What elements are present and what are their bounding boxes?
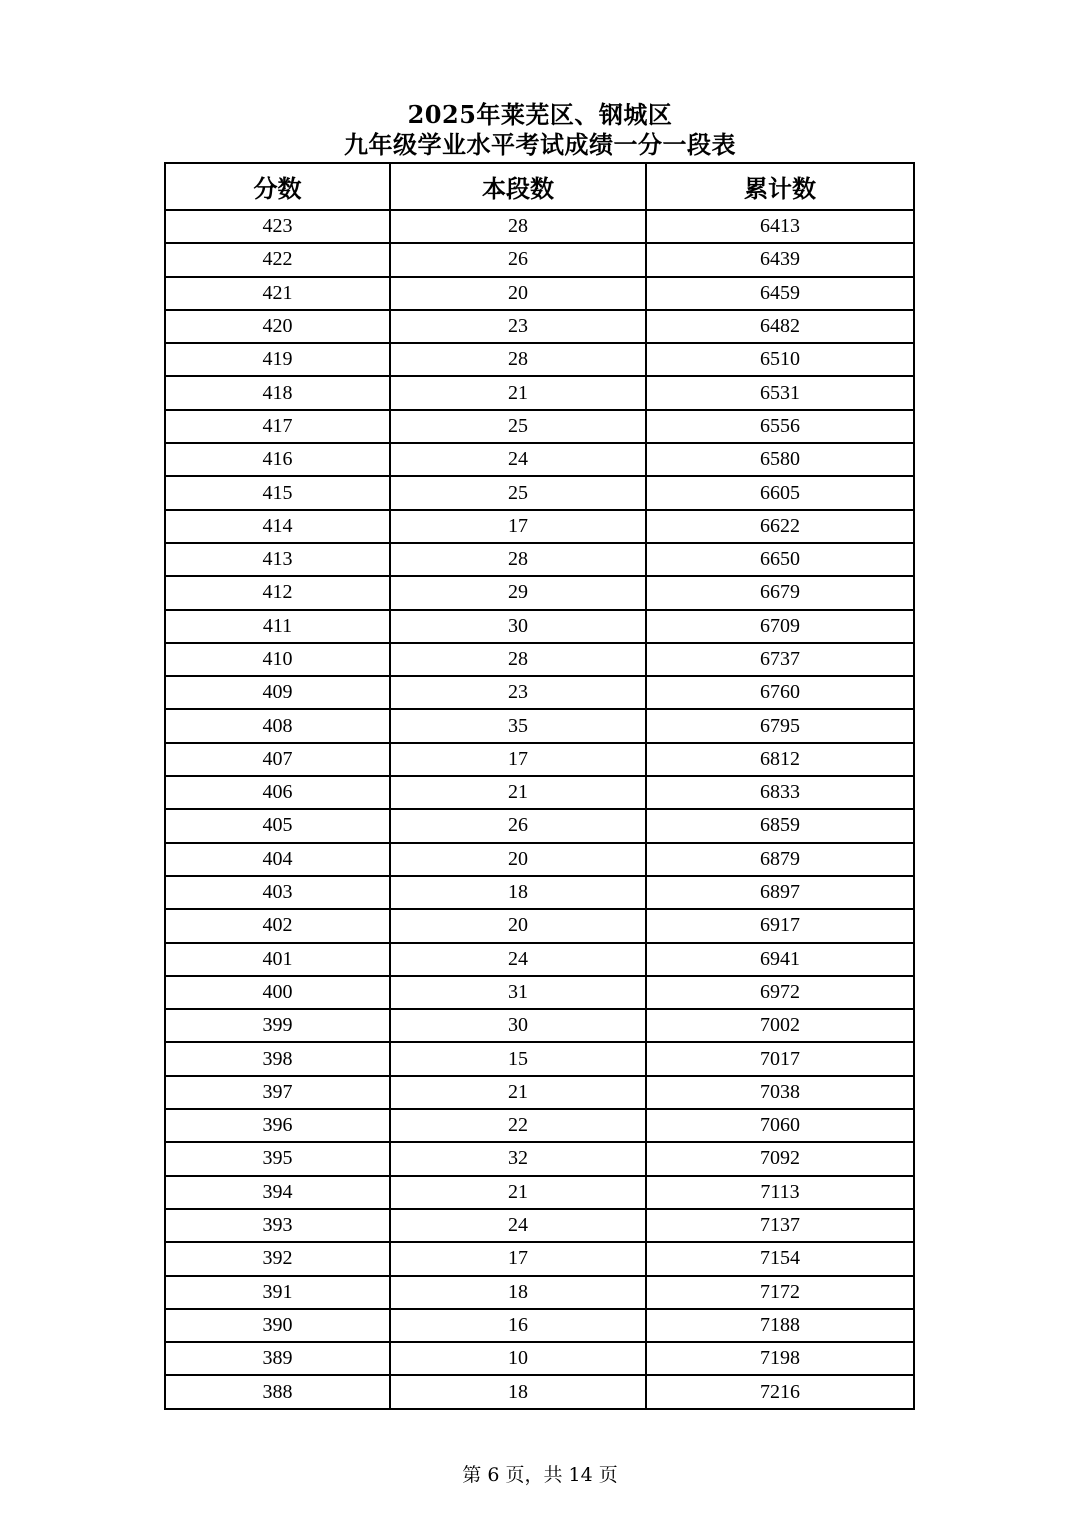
cell-segment-count: 24 <box>390 443 646 476</box>
cell-cumulative-count: 7092 <box>646 1142 914 1175</box>
cell-segment-count: 25 <box>390 476 646 509</box>
cell-cumulative-count: 6679 <box>646 576 914 609</box>
cell-segment-count: 17 <box>390 510 646 543</box>
cell-cumulative-count: 6650 <box>646 543 914 576</box>
cell-score: 399 <box>165 1009 390 1042</box>
cell-cumulative-count: 6709 <box>646 610 914 643</box>
table-row <box>165 976 914 1009</box>
cell-score: 417 <box>165 410 390 443</box>
table-row <box>165 443 914 476</box>
table-row <box>165 843 914 876</box>
cell-score: 388 <box>165 1375 390 1408</box>
cell-segment-count: 23 <box>390 310 646 343</box>
table-row <box>165 277 914 310</box>
cell-segment-count: 17 <box>390 1242 646 1275</box>
cell-score: 410 <box>165 643 390 676</box>
cell-cumulative-count: 6622 <box>646 510 914 543</box>
cell-score: 396 <box>165 1109 390 1142</box>
cell-cumulative-count: 6795 <box>646 709 914 742</box>
cell-segment-count: 21 <box>390 376 646 409</box>
table-row <box>165 1309 914 1342</box>
table-row <box>165 310 914 343</box>
cell-segment-count: 21 <box>390 1176 646 1209</box>
cell-segment-count: 21 <box>390 776 646 809</box>
header-cumulative-count: 累计数 <box>646 163 914 210</box>
cell-segment-count: 18 <box>390 1276 646 1309</box>
cell-cumulative-count: 6972 <box>646 976 914 1009</box>
cell-segment-count: 24 <box>390 1209 646 1242</box>
cell-score: 421 <box>165 277 390 310</box>
page-footer: 第 6 页，共 14 页 <box>462 1464 618 1486</box>
header-segment-count: 本段数 <box>390 163 646 210</box>
cell-score: 404 <box>165 843 390 876</box>
cell-segment-count: 21 <box>390 1076 646 1109</box>
table-row <box>165 1076 914 1109</box>
title-line-2: 九年级学业水平考试成绩一分一段表 <box>344 130 736 159</box>
cell-cumulative-count: 6510 <box>646 343 914 376</box>
cell-segment-count: 22 <box>390 1109 646 1142</box>
table-row <box>165 1342 914 1375</box>
cell-segment-count: 16 <box>390 1309 646 1342</box>
table-row <box>165 1375 914 1408</box>
table-row <box>165 676 914 709</box>
cell-segment-count: 18 <box>390 1375 646 1408</box>
cell-segment-count: 24 <box>390 943 646 976</box>
cell-segment-count: 20 <box>390 909 646 942</box>
cell-score: 411 <box>165 610 390 643</box>
table-row <box>165 510 914 543</box>
table-header-row <box>165 163 914 210</box>
cell-segment-count: 35 <box>390 709 646 742</box>
cell-cumulative-count: 7038 <box>646 1076 914 1109</box>
cell-cumulative-count: 6413 <box>646 210 914 243</box>
cell-cumulative-count: 7154 <box>646 1242 914 1275</box>
document-title <box>0 100 1080 160</box>
cell-cumulative-count: 7188 <box>646 1309 914 1342</box>
table-row <box>165 743 914 776</box>
cell-score: 405 <box>165 809 390 842</box>
cell-score: 415 <box>165 476 390 509</box>
table-row <box>165 343 914 376</box>
cell-cumulative-count: 6760 <box>646 676 914 709</box>
table-row <box>165 476 914 509</box>
table-row <box>165 943 914 976</box>
cell-segment-count: 31 <box>390 976 646 1009</box>
table-row <box>165 1276 914 1309</box>
cell-score: 409 <box>165 676 390 709</box>
cell-segment-count: 15 <box>390 1042 646 1075</box>
cell-segment-count: 30 <box>390 610 646 643</box>
cell-cumulative-count: 6737 <box>646 643 914 676</box>
table-row <box>165 876 914 909</box>
cell-cumulative-count: 6879 <box>646 843 914 876</box>
cell-cumulative-count: 6917 <box>646 909 914 942</box>
table-row <box>165 809 914 842</box>
cell-segment-count: 29 <box>390 576 646 609</box>
cell-score: 407 <box>165 743 390 776</box>
score-distribution-table <box>164 162 915 1410</box>
cell-score: 416 <box>165 443 390 476</box>
title-line-1: 2025年莱芜区、钢城区 <box>407 100 673 129</box>
cell-score: 408 <box>165 709 390 742</box>
cell-cumulative-count: 6897 <box>646 876 914 909</box>
cell-cumulative-count: 6941 <box>646 943 914 976</box>
table-row <box>165 709 914 742</box>
cell-score: 420 <box>165 310 390 343</box>
cell-score: 418 <box>165 376 390 409</box>
cell-cumulative-count: 6556 <box>646 410 914 443</box>
cell-cumulative-count: 6859 <box>646 809 914 842</box>
cell-score: 392 <box>165 1242 390 1275</box>
cell-cumulative-count: 7198 <box>646 1342 914 1375</box>
cell-segment-count: 28 <box>390 343 646 376</box>
table-row <box>165 909 914 942</box>
cell-segment-count: 20 <box>390 277 646 310</box>
cell-score: 402 <box>165 909 390 942</box>
cell-segment-count: 28 <box>390 210 646 243</box>
table-row <box>165 1176 914 1209</box>
cell-segment-count: 18 <box>390 876 646 909</box>
cell-score: 390 <box>165 1309 390 1342</box>
cell-cumulative-count: 7113 <box>646 1176 914 1209</box>
cell-segment-count: 32 <box>390 1142 646 1175</box>
table-row <box>165 243 914 276</box>
cell-cumulative-count: 6605 <box>646 476 914 509</box>
cell-cumulative-count: 7060 <box>646 1109 914 1142</box>
cell-score: 398 <box>165 1042 390 1075</box>
table-row <box>165 410 914 443</box>
table-row <box>165 1009 914 1042</box>
cell-score: 395 <box>165 1142 390 1175</box>
cell-segment-count: 20 <box>390 843 646 876</box>
table-row <box>165 1109 914 1142</box>
cell-cumulative-count: 6459 <box>646 277 914 310</box>
cell-score: 422 <box>165 243 390 276</box>
cell-score: 397 <box>165 1076 390 1109</box>
cell-cumulative-count: 6439 <box>646 243 914 276</box>
table-row <box>165 1042 914 1075</box>
table-row <box>165 776 914 809</box>
cell-cumulative-count: 6580 <box>646 443 914 476</box>
cell-score: 412 <box>165 576 390 609</box>
table-row <box>165 1242 914 1275</box>
cell-cumulative-count: 6531 <box>646 376 914 409</box>
cell-segment-count: 17 <box>390 743 646 776</box>
cell-cumulative-count: 6833 <box>646 776 914 809</box>
cell-cumulative-count: 6482 <box>646 310 914 343</box>
table-row <box>165 376 914 409</box>
cell-score: 400 <box>165 976 390 1009</box>
cell-cumulative-count: 6812 <box>646 743 914 776</box>
cell-segment-count: 26 <box>390 243 646 276</box>
cell-cumulative-count: 7137 <box>646 1209 914 1242</box>
table-row <box>165 610 914 643</box>
cell-score: 419 <box>165 343 390 376</box>
cell-score: 413 <box>165 543 390 576</box>
cell-segment-count: 26 <box>390 809 646 842</box>
cell-score: 389 <box>165 1342 390 1375</box>
cell-cumulative-count: 7017 <box>646 1042 914 1075</box>
table-row <box>165 643 914 676</box>
header-score: 分数 <box>165 163 390 210</box>
table-row <box>165 543 914 576</box>
cell-score: 391 <box>165 1276 390 1309</box>
cell-segment-count: 28 <box>390 643 646 676</box>
cell-segment-count: 10 <box>390 1342 646 1375</box>
cell-score: 393 <box>165 1209 390 1242</box>
cell-score: 423 <box>165 210 390 243</box>
cell-cumulative-count: 7172 <box>646 1276 914 1309</box>
cell-segment-count: 28 <box>390 543 646 576</box>
cell-score: 401 <box>165 943 390 976</box>
cell-score: 403 <box>165 876 390 909</box>
cell-score: 414 <box>165 510 390 543</box>
cell-cumulative-count: 7002 <box>646 1009 914 1042</box>
cell-segment-count: 30 <box>390 1009 646 1042</box>
table-row <box>165 576 914 609</box>
table-body <box>165 210 914 1409</box>
cell-cumulative-count: 7216 <box>646 1375 914 1408</box>
table-row <box>165 210 914 243</box>
table-row <box>165 1209 914 1242</box>
cell-score: 394 <box>165 1176 390 1209</box>
cell-score: 406 <box>165 776 390 809</box>
cell-segment-count: 23 <box>390 676 646 709</box>
cell-segment-count: 25 <box>390 410 646 443</box>
table-row <box>165 1142 914 1175</box>
